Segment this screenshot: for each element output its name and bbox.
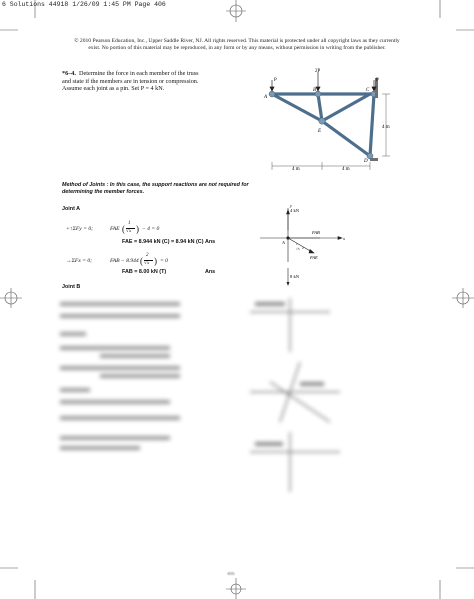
copyright-line-1: © 2010 Pearson Education, Inc., Upper Saddle River, NJ. All rights reserved. This material is protected under all copyright laws as they currently — [74, 38, 400, 44]
fbd-axis-y: y — [290, 203, 293, 208]
label-right-load: P — [376, 78, 379, 83]
eq2-term: FAB − 8.944 — [110, 258, 139, 264]
label-e: E — [318, 129, 322, 134]
load-arrow-b — [280, 266, 310, 290]
label-span-left: 4 m — [292, 167, 300, 172]
label-c: C — [366, 88, 370, 93]
eq2-frac-num: 2 — [146, 253, 149, 258]
eq1-ans: Ans — [205, 239, 216, 245]
eq2-result: FAB = 8.00 kN (T) — [122, 269, 167, 275]
fbd-point-a: A — [282, 240, 285, 245]
fbd-load: 4 kN — [290, 208, 300, 213]
problem-text-2: and state if the members are in tension or compression. — [62, 77, 199, 85]
eq1-term: FAE — [110, 226, 120, 232]
support-d — [370, 158, 378, 161]
eq2-tail: = 0 — [160, 258, 168, 264]
eq1-frac-den: √5 — [126, 229, 132, 234]
fbd-b-load: 8 kN — [290, 274, 300, 279]
eq1-frac-num: 1 — [128, 221, 131, 226]
fbd-axis-x: x — [343, 236, 346, 241]
label-d: D — [364, 159, 368, 164]
label-span-right: 4 m — [342, 167, 350, 172]
problem-text-3: Assume each joint as a pin. Set P = 4 kN. — [62, 85, 165, 93]
fbd-fae: FAE — [310, 255, 318, 260]
fbd-fab: FAB — [312, 230, 320, 235]
problem-number: *6–4. — [62, 70, 76, 77]
fbd-root: √5 — [296, 247, 300, 251]
fbd-sub1: 1 — [296, 242, 298, 246]
label-b: B — [313, 88, 317, 93]
problem-statement — [62, 70, 240, 93]
eq2-lead: →ΣFx = 0; — [66, 258, 93, 264]
joint-a-dot — [286, 236, 289, 239]
problem-text-1: Determine the force in each member of the truss — [79, 70, 199, 77]
joint-a-equation-2: →ΣFx = 0; FAB − 8.944 ( 2 √5 ) = 0 FAB = 8.00 kN (T) Ans — [66, 253, 216, 275]
eq2-ans: Ans — [205, 269, 216, 275]
joint-a-title: Joint A — [62, 206, 81, 212]
eq1-tail: − 4 = 0 — [142, 226, 160, 232]
eq2-frac-den: √5 — [144, 261, 150, 266]
copyright-line-2: exist. No portion of this material may be reproduced, in any form or by any means, without permission in writing from the publisher. — [88, 45, 386, 51]
eq1-lead: +↑ΣFy = 0; — [66, 226, 94, 232]
joint-b-title: Joint B — [62, 284, 81, 290]
label-a: A — [264, 95, 268, 100]
page-number: 406 — [227, 572, 235, 577]
blurred-content-shapes — [40, 292, 440, 582]
eq1-result: FAE = 8.944 kN (C) = 8.94 kN (C) — [122, 239, 204, 245]
joint-a-equation-1: +↑ΣFy = 0; FAE ( 1 √5 ) − 4 = 0 FAE = 8.944 kN (C) = 8.94 kN (C) Ans — [66, 221, 216, 245]
label-top-load: 2P — [315, 69, 321, 74]
copyright-notice — [56, 38, 418, 52]
blurred-solution-content — [40, 292, 440, 582]
method-of-joints-note — [62, 182, 262, 195]
label-height: 4 m — [382, 125, 390, 130]
fbd-sub2: 2 — [302, 246, 304, 250]
truss-figure — [258, 66, 398, 176]
label-left-load: P — [274, 78, 277, 83]
page-header: 6 Solutions 44918 1/26/09 1:45 PM Page 406 — [2, 1, 166, 8]
method-line-2: determining the member forces. — [62, 188, 145, 195]
free-body-diagram-a — [250, 200, 350, 272]
method-line-1: Method of Joints : In this case, the support reactions are not required for — [62, 182, 249, 188]
